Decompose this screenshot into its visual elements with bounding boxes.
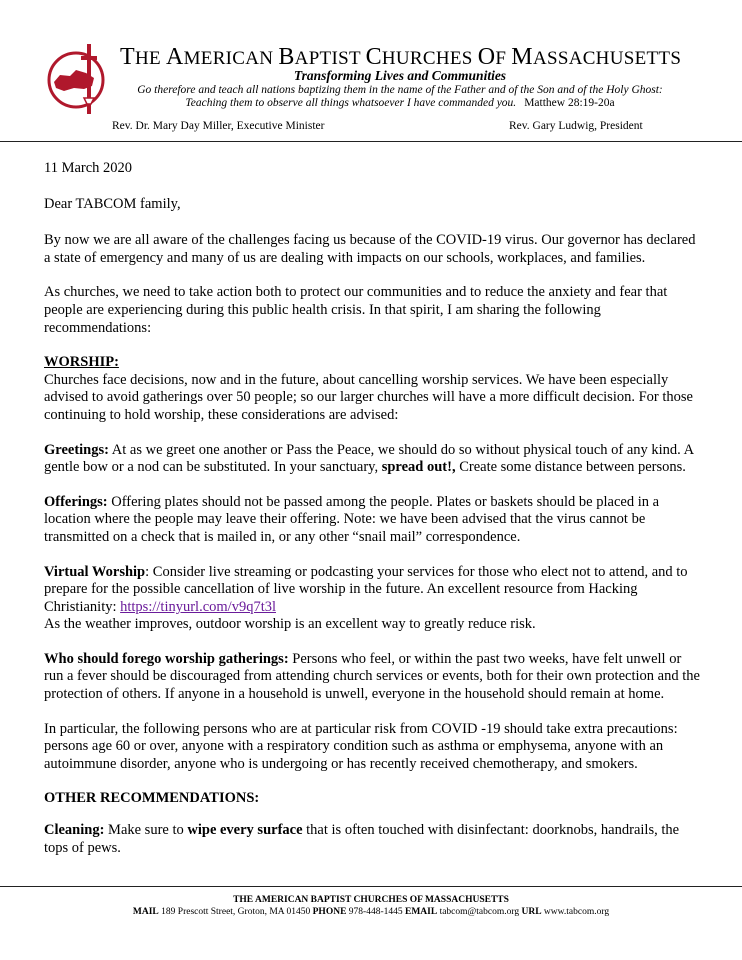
at-risk-paragraph: In particular, the following persons who are at particular risk from COVID -19 should take extra precautions: persons age 60 or over, anyone with a respiratory condition such as asthma or emphysema, anyone with an autoimmune disorder, anyone who is undergoing or has recently received chemotherapy, and smokers. (44, 720, 678, 772)
letterhead (0, 0, 742, 140)
footer-contact: MAIL 189 Prescott Street, Groton, MA 01450 PHONE 978-448-1445 EMAIL tabcom@tabcom.org URL www.tabcom.org (132, 907, 610, 917)
greetings-label: Greetings: (44, 441, 109, 458)
hacking-christianity-link[interactable]: https://tinyurl.com/v9q7t3l (120, 598, 276, 615)
footer-url: www.tabcom.org (541, 907, 610, 917)
paragraph-action: As churches, we need to take action both to protect our communities and to reduce the anxiety and fear that people are experiencing during this public health crisis. In that spirit, I am sharing the following recommendations: (44, 284, 668, 336)
forego-label: Who should forego worship gatherings: (44, 650, 289, 667)
forego-paragraph: Who should forego worship gatherings: Persons who feel, or within the past two weeks, have felt unwell or run a fever should be discouraged from attending church services or events, both for their own protection and the protection of others. If anyone in a household is unwell, everyone in the household should remain at home. (44, 650, 700, 703)
virtual-worship-label: Virtual Worship (44, 563, 146, 580)
worship-paragraph: Churches face decisions, now and in the future, about cancelling worship services. We have been especially advised to avoid gatherings over 50 people; so our larger churches will have a more difficult decision. For those continuing to hold worship, these considerations are advised: (44, 371, 693, 423)
letter-body (44, 160, 704, 874)
footer-divider (0, 886, 742, 887)
scripture-verse: Go therefore and teach all nations baptizing them in the name of the Father and of the Son and of the Holy Ghost: Teaching them to observe all things whatsoever I have commanded you. Matthew 28:19-20a (137, 84, 663, 109)
offerings-label: Offerings: (44, 493, 108, 510)
tagline: Transforming Lives and Communities (293, 68, 507, 83)
president: Rev. Gary Ludwig, President (509, 120, 643, 132)
other-recommendations-heading: OTHER RECOMMENDATIONS: (44, 790, 260, 807)
letter-date: 11 March 2020 (44, 160, 133, 176)
paragraph-intro: By now we are all aware of the challenges facing us because of the COVID-19 virus. Our governor has declared a state of emergency and many of us are dealing with impacts on our schools, workplaces, and families. (44, 232, 696, 266)
organization-title: THE AMERICAN BAPTIST CHURCHES OF MASSACHUSETTS (120, 44, 682, 70)
church-logo-icon (36, 42, 114, 116)
cleaning-label: Cleaning: (44, 822, 105, 839)
executive-minister: Rev. Dr. Mary Day Miller, Executive Minister (112, 120, 325, 132)
header-divider (0, 141, 742, 142)
salutation: Dear TABCOM family, (44, 195, 181, 212)
virtual-worship-paragraph: Virtual Worship: Consider live streaming or podcasting your services for those who elect not to attend, and to prepare for the possible cancellation of live worship in the future. An excellent resource from Hacking Christianity: https://tinyurl.com/v9q7t3l As the weather improves, outdoor worship is an excellent way to greatly reduce risk. (44, 563, 688, 633)
footer-email: tabcom@tabcom.org (437, 907, 522, 917)
footer-organization-name: THE AMERICAN BAPTIST CHURCHES OF MASSACHUSETTS (233, 895, 509, 905)
greetings-paragraph: Greetings: At as we greet one another or Pass the Peace, we should do so without physical touch of any kind. A gentle bow or a nod can be substituted. In your sanctuary, spread out!, Create some distance between persons. (44, 441, 694, 476)
worship-heading: WORSHIP: (44, 354, 119, 371)
cleaning-paragraph: Cleaning: Make sure to wipe every surface that is often touched with disinfectant: doorknobs, handrails, the tops of pews. (44, 822, 680, 856)
verse-reference: Matthew 28:19-20a (524, 97, 615, 109)
offerings-paragraph: Offerings: Offering plates should not be passed among the people. Plates or baskets should be placed in a location where the people may leave their offering. Note: we have been advised that the virus cannot be transmitted on a check that is mailed in, or any other “snail mail” correspondence. (44, 493, 660, 545)
footer (0, 894, 742, 918)
